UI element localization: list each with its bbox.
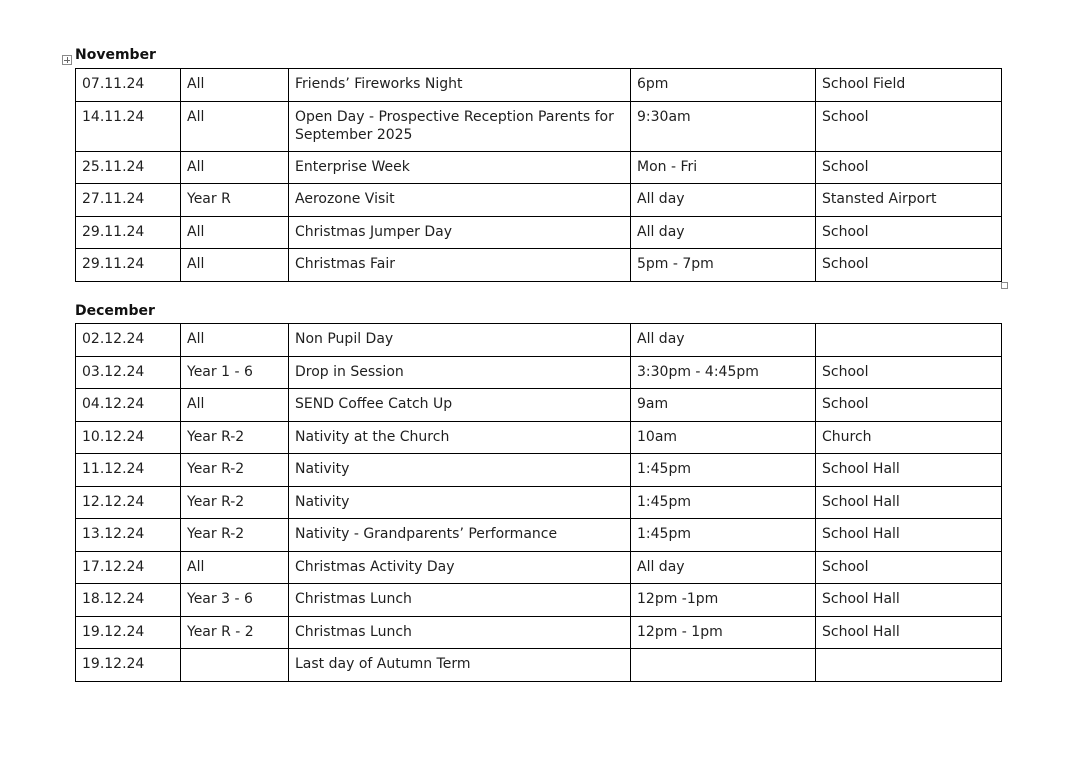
time-cell[interactable] bbox=[631, 649, 816, 682]
event-cell[interactable]: Nativity bbox=[289, 454, 631, 487]
table-row bbox=[76, 454, 1002, 487]
time-cell[interactable]: All day bbox=[631, 324, 816, 357]
november-events-table bbox=[75, 68, 1002, 282]
year-cell[interactable]: Year R-2 bbox=[181, 454, 289, 487]
table-row bbox=[76, 649, 1002, 682]
date-cell[interactable]: 04.12.24 bbox=[76, 389, 181, 422]
time-cell[interactable]: 1:45pm bbox=[631, 454, 816, 487]
year-cell[interactable]: All bbox=[181, 101, 289, 151]
location-cell[interactable]: School bbox=[816, 101, 1002, 151]
location-cell[interactable]: School Hall bbox=[816, 519, 1002, 552]
location-cell[interactable]: School bbox=[816, 356, 1002, 389]
time-cell[interactable]: 9am bbox=[631, 389, 816, 422]
table-row bbox=[76, 584, 1002, 617]
table-row bbox=[76, 519, 1002, 552]
year-cell[interactable]: All bbox=[181, 151, 289, 184]
date-cell[interactable]: 19.12.24 bbox=[76, 616, 181, 649]
year-cell[interactable]: All bbox=[181, 249, 289, 282]
table-row bbox=[76, 616, 1002, 649]
year-cell[interactable]: Year 1 - 6 bbox=[181, 356, 289, 389]
location-cell[interactable]: School bbox=[816, 216, 1002, 249]
date-cell[interactable]: 12.12.24 bbox=[76, 486, 181, 519]
event-cell[interactable]: Open Day - Prospective Reception Parents for September 2025 bbox=[289, 101, 631, 151]
location-cell[interactable] bbox=[816, 324, 1002, 357]
table-row bbox=[76, 389, 1002, 422]
location-cell[interactable]: School Hall bbox=[816, 454, 1002, 487]
time-cell[interactable]: 12pm - 1pm bbox=[631, 616, 816, 649]
table-row bbox=[76, 486, 1002, 519]
year-cell[interactable]: All bbox=[181, 69, 289, 102]
event-cell[interactable]: Non Pupil Day bbox=[289, 324, 631, 357]
time-cell[interactable]: 12pm -1pm bbox=[631, 584, 816, 617]
location-cell[interactable]: School Hall bbox=[816, 584, 1002, 617]
year-cell[interactable]: Year 3 - 6 bbox=[181, 584, 289, 617]
location-cell[interactable]: Stansted Airport bbox=[816, 184, 1002, 217]
event-cell[interactable]: Christmas Jumper Day bbox=[289, 216, 631, 249]
date-cell[interactable]: 14.11.24 bbox=[76, 101, 181, 151]
section-title-december: December bbox=[75, 303, 155, 319]
location-cell[interactable]: Church bbox=[816, 421, 1002, 454]
time-cell[interactable]: All day bbox=[631, 551, 816, 584]
date-cell[interactable]: 03.12.24 bbox=[76, 356, 181, 389]
year-cell[interactable]: Year R-2 bbox=[181, 519, 289, 552]
location-cell[interactable]: School Hall bbox=[816, 616, 1002, 649]
location-cell[interactable]: School bbox=[816, 151, 1002, 184]
date-cell[interactable]: 07.11.24 bbox=[76, 69, 181, 102]
event-cell[interactable]: SEND Coffee Catch Up bbox=[289, 389, 631, 422]
time-cell[interactable]: 9:30am bbox=[631, 101, 816, 151]
table-row bbox=[76, 356, 1002, 389]
time-cell[interactable]: 1:45pm bbox=[631, 519, 816, 552]
year-cell[interactable]: All bbox=[181, 216, 289, 249]
event-cell[interactable]: Nativity bbox=[289, 486, 631, 519]
table-row bbox=[76, 184, 1002, 217]
time-cell[interactable]: All day bbox=[631, 216, 816, 249]
location-cell[interactable]: School Hall bbox=[816, 486, 1002, 519]
year-cell[interactable]: Year R - 2 bbox=[181, 616, 289, 649]
year-cell[interactable]: All bbox=[181, 324, 289, 357]
table-row bbox=[76, 216, 1002, 249]
date-cell[interactable]: 17.12.24 bbox=[76, 551, 181, 584]
event-cell[interactable]: Enterprise Week bbox=[289, 151, 631, 184]
year-cell[interactable]: All bbox=[181, 389, 289, 422]
table-row bbox=[76, 324, 1002, 357]
date-cell[interactable]: 29.11.24 bbox=[76, 249, 181, 282]
event-cell[interactable]: Christmas Lunch bbox=[289, 616, 631, 649]
date-cell[interactable]: 18.12.24 bbox=[76, 584, 181, 617]
date-cell[interactable]: 19.12.24 bbox=[76, 649, 181, 682]
time-cell[interactable]: 5pm - 7pm bbox=[631, 249, 816, 282]
event-cell[interactable]: Nativity - Grandparents’ Performance bbox=[289, 519, 631, 552]
date-cell[interactable]: 02.12.24 bbox=[76, 324, 181, 357]
event-cell[interactable]: Last day of Autumn Term bbox=[289, 649, 631, 682]
date-cell[interactable]: 10.12.24 bbox=[76, 421, 181, 454]
event-cell[interactable]: Christmas Fair bbox=[289, 249, 631, 282]
time-cell[interactable]: 10am bbox=[631, 421, 816, 454]
time-cell[interactable]: 6pm bbox=[631, 69, 816, 102]
table-row bbox=[76, 249, 1002, 282]
table-row bbox=[76, 69, 1002, 102]
date-cell[interactable]: 25.11.24 bbox=[76, 151, 181, 184]
section-title-november: November bbox=[75, 47, 156, 63]
location-cell[interactable]: School bbox=[816, 389, 1002, 422]
year-cell[interactable]: All bbox=[181, 551, 289, 584]
time-cell[interactable]: 1:45pm bbox=[631, 486, 816, 519]
event-cell[interactable]: Aerozone Visit bbox=[289, 184, 631, 217]
location-cell[interactable]: School Field bbox=[816, 69, 1002, 102]
event-cell[interactable]: Christmas Activity Day bbox=[289, 551, 631, 584]
event-cell[interactable]: Christmas Lunch bbox=[289, 584, 631, 617]
time-cell[interactable]: Mon - Fri bbox=[631, 151, 816, 184]
table-row bbox=[76, 151, 1002, 184]
location-cell[interactable]: School bbox=[816, 249, 1002, 282]
year-cell[interactable]: Year R-2 bbox=[181, 486, 289, 519]
event-cell[interactable]: Nativity at the Church bbox=[289, 421, 631, 454]
location-cell[interactable]: School bbox=[816, 551, 1002, 584]
table-row bbox=[76, 101, 1002, 151]
event-cell[interactable]: Drop in Session bbox=[289, 356, 631, 389]
date-cell[interactable]: 13.12.24 bbox=[76, 519, 181, 552]
date-cell[interactable]: 11.12.24 bbox=[76, 454, 181, 487]
time-cell[interactable]: 3:30pm - 4:45pm bbox=[631, 356, 816, 389]
year-cell[interactable]: Year R-2 bbox=[181, 421, 289, 454]
location-cell[interactable] bbox=[816, 649, 1002, 682]
date-cell[interactable]: 27.11.24 bbox=[76, 184, 181, 217]
year-cell[interactable]: Year R bbox=[181, 184, 289, 217]
event-cell[interactable]: Friends’ Fireworks Night bbox=[289, 69, 631, 102]
table-resize-handle-icon[interactable] bbox=[1001, 282, 1008, 289]
table-row bbox=[76, 421, 1002, 454]
time-cell[interactable]: All day bbox=[631, 184, 816, 217]
december-events-table bbox=[75, 323, 1002, 682]
date-cell[interactable]: 29.11.24 bbox=[76, 216, 181, 249]
table-row bbox=[76, 551, 1002, 584]
year-cell[interactable] bbox=[181, 649, 289, 682]
table-move-handle-icon[interactable] bbox=[62, 55, 72, 65]
